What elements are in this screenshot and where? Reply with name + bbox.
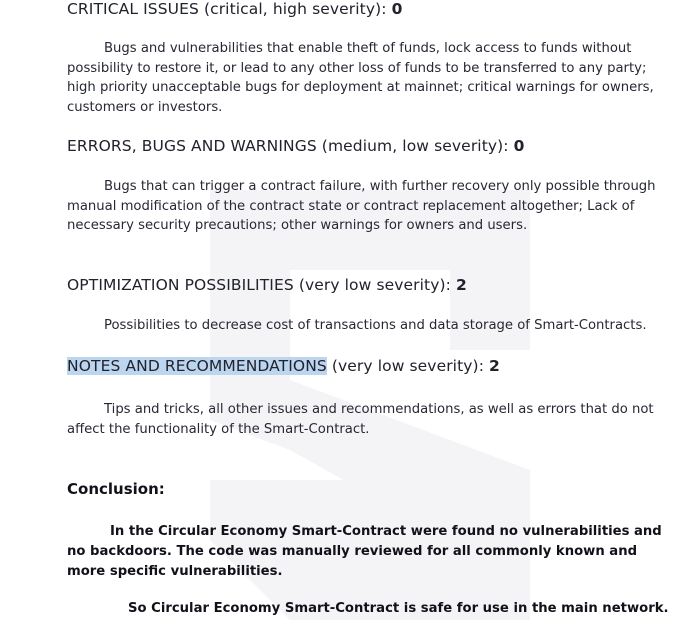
critical-issues-label: CRITICAL ISSUES (critical, high severity): (67, 0, 392, 18)
notes-label-rest: (very low severity): (326, 357, 490, 375)
errors-description: Bugs that can trigger a contract failure, with further recovery only possible through manual modification of the contract state or contract replacement altogether; Lack of necessary security precautions; other warnings for owners and users. (67, 179, 656, 233)
conclusion-title: Conclusion: (67, 480, 165, 498)
notes-count: 2 (489, 357, 500, 375)
critical-issues-description: Bugs and vulnerabilities that enable theft of funds, lock access to funds without possibility to restore it, or lead to any other loss of funds to be transferred to any party; high priority unacceptable bugs for deployment at mainnet; critical warnings for owners, customers or investors. (67, 41, 654, 115)
optimization-heading (67, 276, 467, 294)
notes-label-highlighted[interactable]: NOTES AND RECOMMENDATIONS (67, 357, 327, 375)
errors-label: ERRORS, BUGS AND WARNINGS (medium, low severity): (67, 137, 514, 155)
optimization-description: Possibilities to decrease cost of transactions and data storage of Smart-Contracts. (104, 318, 647, 333)
notes-description: Tips and tricks, all other issues and recommendations, as well as errors that do not affect the functionality of the Smart-Contract. (67, 402, 654, 437)
conclusion-paragraph: In the Circular Economy Smart-Contract were found no vulnerabilities and no backdoors. The code was manually reviewed for all commonly known and more specific vulnerabilities. (67, 524, 662, 579)
optimization-count: 2 (456, 276, 467, 294)
notes-heading (67, 357, 500, 375)
errors-count: 0 (513, 137, 525, 155)
conclusion-safe-statement: So Circular Economy Smart-Contract is safe for use in the main network. (128, 601, 669, 616)
critical-issues-heading (67, 0, 403, 18)
optimization-label: OPTIMIZATION POSSIBILITIES (very low severity): (67, 276, 456, 294)
errors-heading (67, 137, 525, 155)
critical-issues-count: 0 (391, 0, 403, 18)
